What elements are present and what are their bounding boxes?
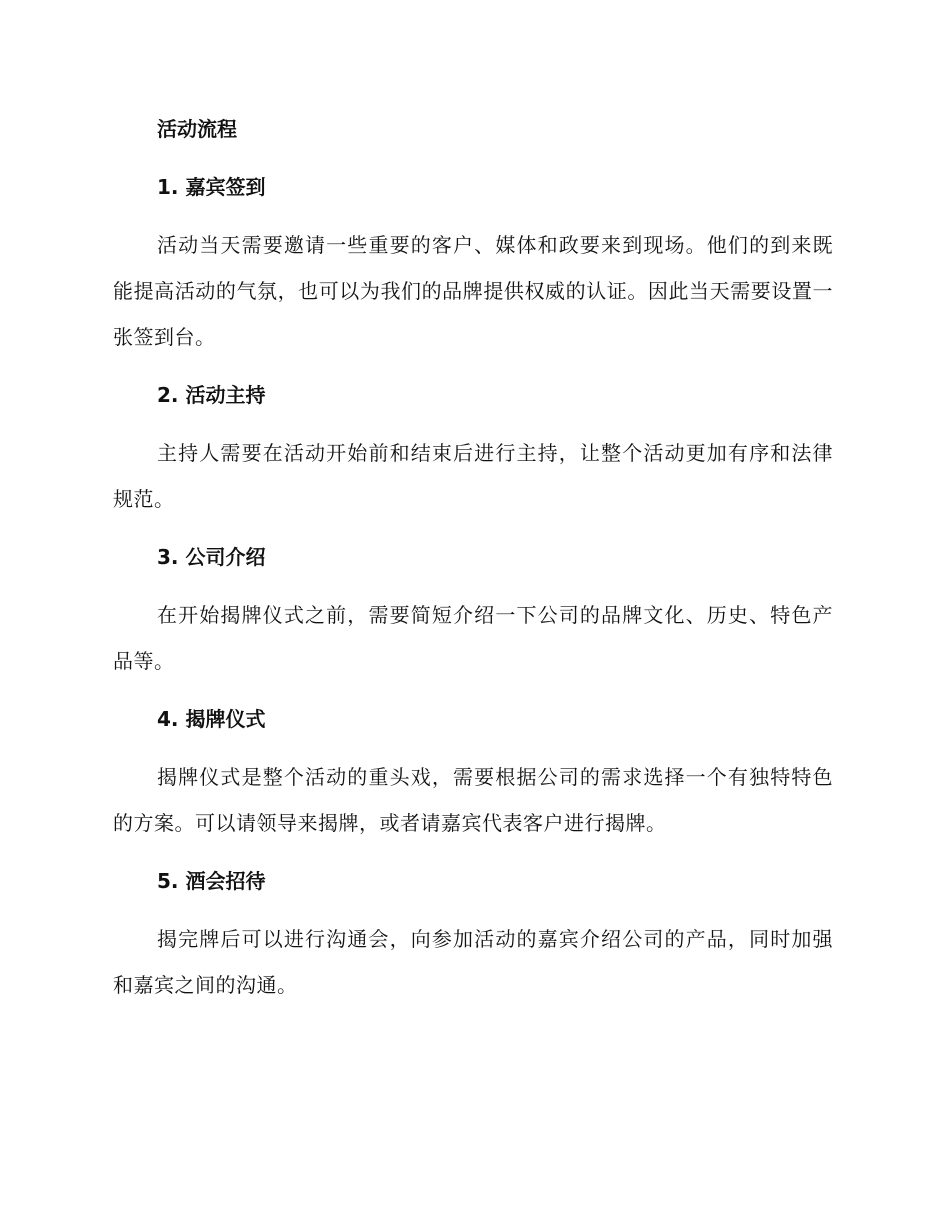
section-heading: 5. 酒会招待	[157, 869, 266, 893]
document-page	[113, 106, 833, 1008]
section-hosting	[113, 372, 833, 522]
section-reception	[113, 858, 833, 1008]
document-title: 活动流程	[157, 117, 237, 141]
section-paragraph: 揭牌仪式是整个活动的重头戏，需要根据公司的需求选择一个有独特特色的方案。可以请领导来揭牌，或者请嘉宾代表客户进行揭牌。	[113, 765, 833, 835]
section-guest-signin	[113, 164, 833, 360]
section-paragraph: 活动当天需要邀请一些重要的客户、媒体和政要来到现场。他们的到来既能提高活动的气氛，也可以为我们的品牌提供权威的认证。因此当天需要设置一张签到台。	[113, 233, 833, 349]
section-company-intro	[113, 534, 833, 684]
section-paragraph: 主持人需要在活动开始前和结束后进行主持，让整个活动更加有序和法律规范。	[113, 441, 833, 511]
section-unveiling-ceremony	[113, 696, 833, 846]
section-heading: 3. 公司介绍	[157, 545, 266, 569]
section-heading: 4. 揭牌仪式	[157, 707, 266, 731]
section-heading: 2. 活动主持	[157, 383, 266, 407]
section-paragraph: 揭完牌后可以进行沟通会，向参加活动的嘉宾介绍公司的产品，同时加强和嘉宾之间的沟通。	[113, 927, 833, 997]
section-paragraph: 在开始揭牌仪式之前，需要简短介绍一下公司的品牌文化、历史、特色产品等。	[113, 603, 833, 673]
section-heading: 1. 嘉宾签到	[157, 175, 266, 199]
